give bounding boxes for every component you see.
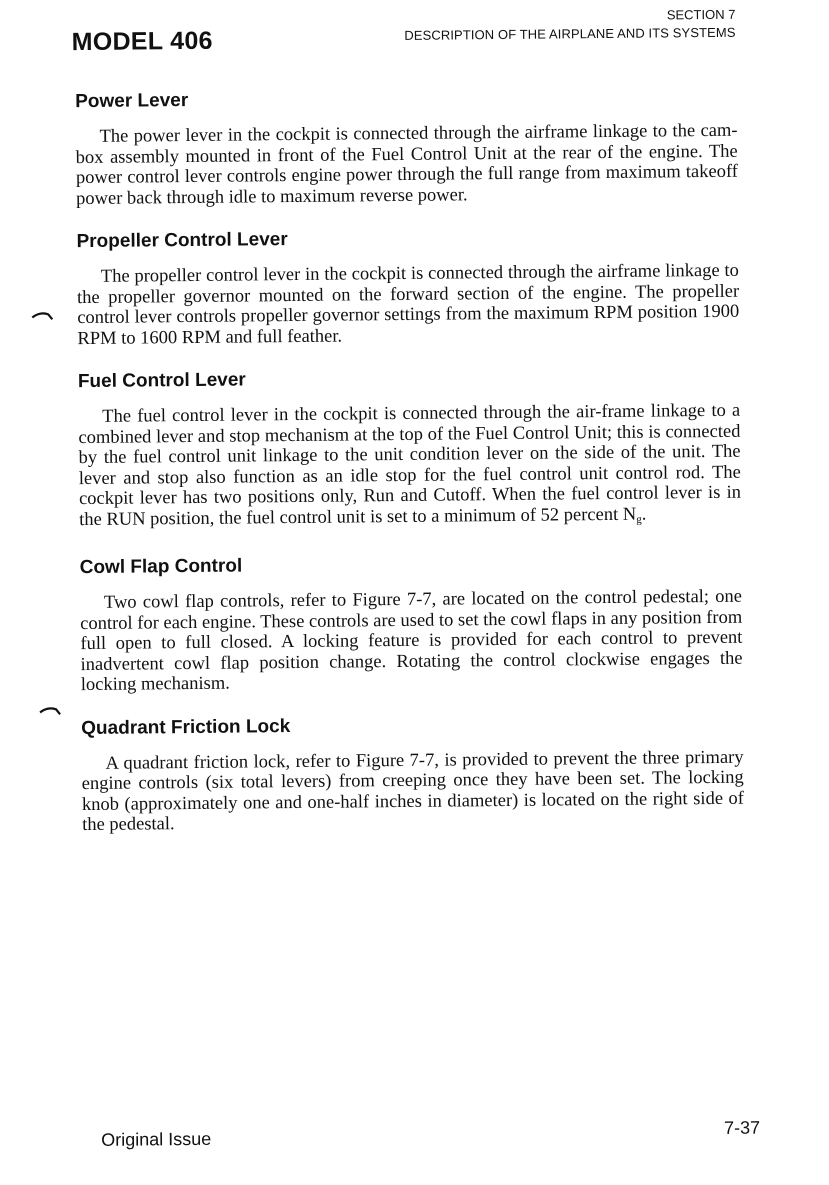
model-title: MODEL 406 (71, 26, 213, 57)
section-heading: Quadrant Friction Lock (81, 715, 291, 739)
page-content (75, 85, 744, 858)
section-paragraph (78, 401, 741, 535)
footer-issue: Original Issue (101, 1128, 212, 1150)
section-paragraph: Two cowl flap controls, refer to Figure 7-7, are located on the control pedestal; one control for each engine. These controls are used to set the cowl flaps in any position from full open to full closed. A locking feature is provided for each control to prevent inadvertent cowl flap position change. Rotating the control clockwise engages the locking mechanism. (80, 586, 743, 696)
section-power-lever (75, 85, 738, 209)
section-description: DESCRIPTION OF THE AIRPLANE AND ITS SYSTEMS (404, 24, 736, 43)
section-fuel-control-lever (78, 365, 742, 535)
section-cowl-flap-control (80, 551, 743, 696)
section-heading: Cowl Flap Control (79, 555, 243, 579)
subscript-g: g (636, 513, 642, 526)
section-quadrant-friction-lock (81, 711, 744, 835)
section-paragraph: A quadrant friction lock, refer to Figure 7-7, is provided to prevent the three primary engine controls (six total levers) from creeping once they have been set. The locking knob (approximately one and one-half inches in diameter) is located on the right side of the pedestal. (81, 747, 745, 836)
section-paragraph: The propeller control lever in the cockpit is connected through the airframe linkage to the propeller governor mounted on the forward section of the engine. The propeller control lever controls propeller governor settings from the maximum RPM position 1900 RPM to 1600 RPM and full feather. (76, 260, 740, 349)
page-number: 7-37 (723, 1117, 761, 1138)
section-heading: Fuel Control Lever (77, 369, 246, 393)
section-propeller-control-lever (76, 225, 739, 349)
section-paragraph: The power lever in the cockpit is connected through the airframe linkage to the cam-box assembly mounted in front of the Fuel Control Unit at the rear of the engine. The power control lever controls engine power through the full range from maximum takeoff power back through idle to maximum reverse power. (75, 120, 739, 209)
section-heading: Propeller Control Lever (76, 229, 288, 253)
paragraph-text: The fuel control lever in the cockpit is connected through the air-frame linkage to a combined lever and stop mechanism at the top of the Fuel Control Unit; this is connected by the fuel control unit linkage to the unit condition lever on the side of the unit. The lever and stop also function as an idle stop for the fuel control unit control rod. The cockpit lever has two positions only, Run and Cutoff. When the fuel control lever is in the RUN position, the fuel control unit is set to a minimum of 52 percent N (78, 400, 742, 530)
change-bar-icon (31, 311, 53, 321)
change-bar-icon (39, 706, 61, 716)
section-number: SECTION 7 (666, 6, 736, 23)
section-heading: Power Lever (75, 90, 189, 113)
paragraph-suffix: . (641, 504, 647, 525)
